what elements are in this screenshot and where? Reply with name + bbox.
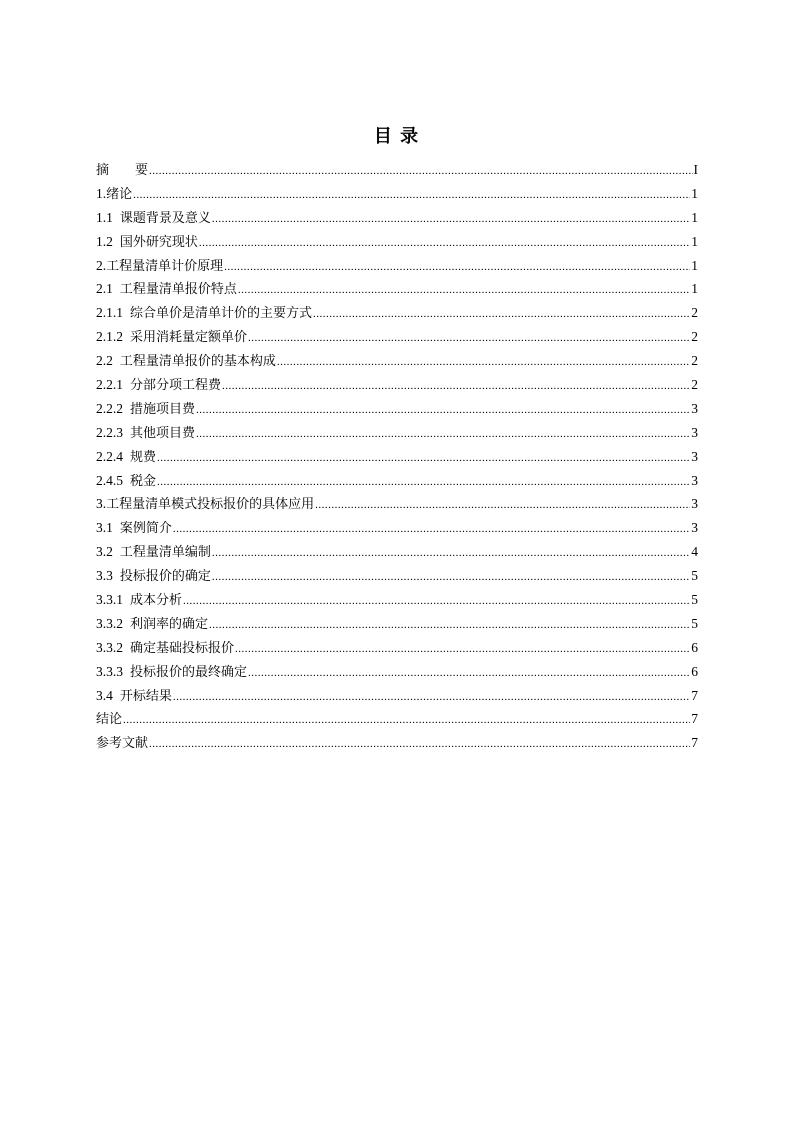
toc-entry-title: 摘 要 (96, 163, 149, 178)
toc-dot-leader (149, 160, 692, 184)
toc-entry-number: 2.2.4 (96, 448, 123, 464)
toc-entry-title: 工程量清单报价的基本构成 (119, 354, 276, 370)
toc-dot-leader (235, 638, 690, 662)
toc-dot-leader (315, 494, 690, 518)
toc-dot-leader (277, 351, 690, 375)
toc-entry[interactable] (96, 564, 698, 588)
toc-dot-leader (196, 399, 690, 423)
toc-entry-title: 综合单价是清单计价的主要方式 (130, 306, 313, 322)
toc-entry-page: 1 (691, 185, 698, 201)
toc-entry[interactable] (96, 158, 698, 182)
toc-entry-page: 6 (691, 639, 698, 655)
toc-entry-page: 1 (691, 209, 698, 225)
toc-dot-leader (123, 709, 690, 733)
toc-entry-number: 2. (96, 257, 107, 273)
toc-entry[interactable] (96, 301, 698, 325)
toc-entry[interactable] (96, 445, 698, 469)
toc-entry-title: 国外研究现状 (119, 234, 198, 250)
toc-entry-number: 2.2.2 (96, 400, 123, 416)
toc-entry[interactable] (96, 731, 698, 755)
toc-entry-number: 3.3.2 (96, 615, 123, 631)
toc-entry-page: 7 (691, 711, 698, 727)
toc-entry-title: 投标报价的确定 (119, 569, 211, 585)
toc-entry-number: 3.1 (96, 520, 113, 536)
toc-entry-number: 2.2 (96, 353, 113, 369)
toc-dot-leader (313, 303, 690, 327)
toc-entry-title: 措施项目费 (130, 401, 196, 417)
toc-entry-number: 3.3 (96, 568, 113, 584)
toc-entry[interactable] (96, 540, 698, 564)
toc-entry-page: 5 (691, 592, 698, 608)
toc-entry-page: 3 (691, 400, 698, 416)
toc-entry[interactable] (96, 182, 698, 206)
toc-entry[interactable] (96, 707, 698, 731)
toc-dot-leader (157, 447, 690, 471)
toc-entry-title: 税金 (130, 473, 157, 489)
toc-entry[interactable] (96, 612, 698, 636)
toc-dot-leader (183, 590, 690, 614)
toc-entry-number: 1. (96, 185, 107, 201)
toc-entry-number: 2.4.5 (96, 472, 123, 488)
toc-entry-number: 3.3.2 (96, 639, 123, 655)
toc-entry[interactable] (96, 636, 698, 660)
toc-entry-number: 3.3.3 (96, 663, 123, 679)
toc-entry-title: 绪论 (106, 186, 133, 202)
toc-entry-title: 案例简介 (119, 521, 172, 537)
toc-entry-number: 2.1.1 (96, 305, 123, 321)
toc-entry-page: 3 (691, 424, 698, 440)
toc-dot-leader (238, 279, 690, 303)
toc-entry-page: 5 (691, 615, 698, 631)
toc-entry[interactable] (96, 254, 698, 278)
toc-entry-title: 成本分析 (130, 593, 183, 609)
toc-dot-leader (212, 566, 690, 590)
toc-entry[interactable] (96, 349, 698, 373)
toc-dot-leader (133, 184, 690, 208)
toc-entry[interactable] (96, 325, 698, 349)
toc-entry-page: 1 (691, 281, 698, 297)
toc-entry-number: 1.2 (96, 233, 113, 249)
toc-entry[interactable] (96, 660, 698, 684)
toc-entry-title: 工程量清单模式投标报价的具体应用 (106, 497, 315, 513)
toc-entry-number: 2.1 (96, 281, 113, 297)
toc-dot-leader (199, 232, 690, 256)
toc-entry[interactable] (96, 469, 698, 493)
toc-entry-page: 5 (691, 568, 698, 584)
toc-entry-title: 工程量清单计价原理 (106, 258, 224, 274)
toc-entry-page: 6 (691, 663, 698, 679)
toc-entry[interactable] (96, 373, 698, 397)
toc-entry-page: 1 (691, 233, 698, 249)
toc-entry-title: 工程量清单编制 (119, 545, 211, 561)
toc-dot-leader (212, 208, 690, 232)
toc-entry-page: 3 (691, 472, 698, 488)
toc-entry-title: 课题背景及意义 (119, 210, 211, 226)
table-of-contents (96, 158, 698, 755)
toc-entry-title: 确定基础投标报价 (130, 640, 235, 656)
toc-dot-leader (224, 256, 690, 280)
toc-entry-page: 7 (691, 735, 698, 751)
toc-entry[interactable] (96, 206, 698, 230)
toc-entry[interactable] (96, 397, 698, 421)
toc-title: 目 录 (373, 126, 420, 147)
toc-entry-page: 4 (691, 544, 698, 560)
toc-entry-number: 3.3.1 (96, 592, 123, 608)
toc-dot-leader (173, 686, 690, 710)
toc-entry-number: 3. (96, 496, 107, 512)
toc-entry-title: 参考文献 (96, 736, 149, 752)
toc-entry-page: 3 (691, 496, 698, 512)
toc-entry-page: I (693, 162, 698, 177)
toc-dot-leader (212, 542, 690, 566)
toc-entry-title: 其他项目费 (130, 425, 196, 441)
toc-entry-page: 3 (691, 448, 698, 464)
toc-entry-number: 2.2.1 (96, 377, 123, 393)
toc-entry-number: 3.4 (96, 687, 113, 703)
toc-dot-leader (173, 518, 690, 542)
toc-entry-page: 2 (691, 377, 698, 393)
toc-entry-title: 结论 (96, 712, 123, 728)
toc-entry-title: 开标结果 (119, 688, 172, 704)
toc-entry-number: 1.1 (96, 209, 113, 225)
toc-entry[interactable] (96, 230, 698, 254)
toc-entry-page: 2 (691, 353, 698, 369)
toc-dot-leader (196, 423, 690, 447)
toc-entry-title: 采用消耗量定额单价 (130, 330, 248, 346)
toc-entry-number: 2.2.3 (96, 424, 123, 440)
toc-entry-page: 7 (691, 687, 698, 703)
toc-entry-page: 2 (691, 329, 698, 345)
toc-dot-leader (149, 733, 690, 757)
toc-entry[interactable] (96, 684, 698, 708)
toc-dot-leader (157, 471, 690, 495)
toc-entry[interactable] (96, 492, 698, 516)
toc-entry-title: 投标报价的最终确定 (130, 664, 248, 680)
toc-entry-page: 2 (691, 305, 698, 321)
toc-entry-title: 工程量清单报价特点 (119, 282, 237, 298)
toc-entry[interactable] (96, 277, 698, 301)
toc-dot-leader (248, 327, 690, 351)
toc-entry-number: 3.2 (96, 544, 113, 560)
toc-entry-title: 利润率的确定 (130, 616, 209, 632)
toc-dot-leader (248, 662, 690, 686)
toc-entry-title: 分部分项工程费 (130, 378, 222, 394)
toc-entry-page: 1 (691, 257, 698, 273)
toc-entry-number: 2.1.2 (96, 329, 123, 345)
toc-dot-leader (222, 375, 690, 399)
toc-entry[interactable] (96, 588, 698, 612)
toc-entry[interactable] (96, 421, 698, 445)
toc-entry-title: 规费 (130, 449, 157, 465)
toc-dot-leader (209, 614, 690, 638)
toc-entry-page: 3 (691, 520, 698, 536)
toc-entry[interactable] (96, 516, 698, 540)
